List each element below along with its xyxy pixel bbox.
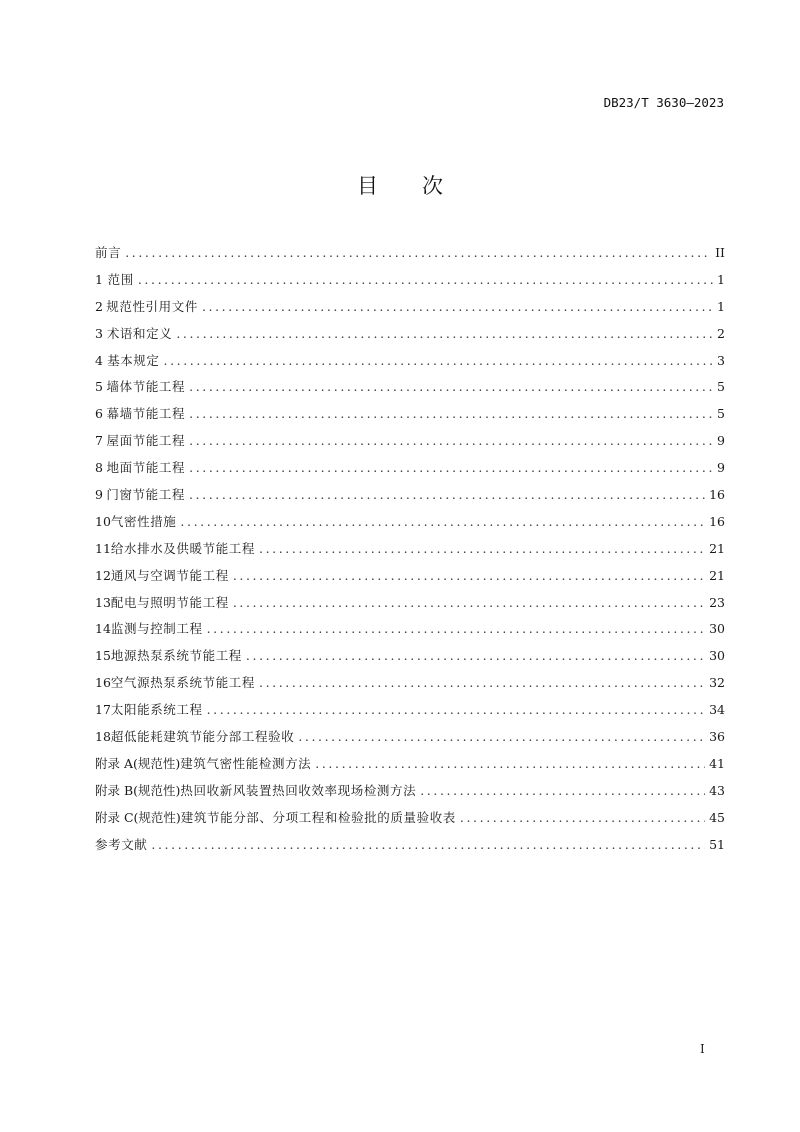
- toc-label: 墙体节能工程: [106, 379, 186, 395]
- toc-entry-8[interactable]: [95, 455, 725, 482]
- appendix-prefix: 附录 B(规范性): [95, 782, 181, 798]
- toc-entry-9[interactable]: [95, 482, 725, 509]
- toc-number: 12: [95, 567, 111, 583]
- dot-leader: [259, 670, 705, 697]
- toc-entry-appendix-a[interactable]: [95, 751, 725, 778]
- toc-page-number: 30: [709, 621, 725, 637]
- dot-leader: [246, 643, 705, 670]
- toc-number: 11: [95, 540, 111, 556]
- toc-number: 7: [95, 433, 103, 449]
- toc-page-number: 9: [717, 460, 725, 476]
- dot-leader: [259, 536, 705, 563]
- dot-leader: [176, 321, 713, 348]
- dot-leader: [233, 590, 705, 617]
- toc-label: 地面节能工程: [106, 460, 186, 476]
- toc-label: 建筑节能分部、分项工程和检验批的质量验收表: [180, 809, 456, 825]
- toc-page-number: 1: [717, 271, 725, 287]
- toc-page-number: 45: [709, 809, 725, 825]
- toc-label: 前言: [95, 245, 122, 260]
- dot-leader: [180, 509, 705, 536]
- toc-number: 18: [95, 729, 111, 745]
- toc-label: 幕墙节能工程: [106, 406, 186, 422]
- dot-leader: [202, 294, 713, 321]
- toc-entry-10[interactable]: [95, 509, 725, 536]
- page-number: I: [700, 1042, 705, 1056]
- dot-leader: [189, 428, 713, 455]
- toc-label: 地源热泵系统节能工程: [110, 648, 242, 664]
- dot-leader: [189, 374, 713, 401]
- page-title: [0, 170, 800, 200]
- toc-number: 3: [95, 325, 103, 341]
- toc-page-number: 5: [717, 406, 725, 422]
- dot-leader: [151, 832, 705, 859]
- toc-page-number: 23: [709, 594, 725, 610]
- toc-label: 给水排水及供暖节能工程: [110, 540, 256, 556]
- toc-number: 14: [95, 621, 111, 637]
- toc-number: 2: [95, 298, 103, 314]
- toc-page-number: 32: [709, 675, 725, 691]
- dot-leader: [207, 616, 705, 643]
- appendix-prefix: 附录 A(规范性): [95, 755, 181, 771]
- toc-entry-15[interactable]: [95, 643, 725, 670]
- toc-entry-14[interactable]: [95, 616, 725, 643]
- toc-number: 13: [95, 594, 111, 610]
- toc-entry-13[interactable]: [95, 590, 725, 617]
- toc-page-number: 30: [709, 648, 725, 664]
- toc-entry-2[interactable]: [95, 294, 725, 321]
- toc-label: 术语和定义: [106, 325, 173, 341]
- toc-entry-6[interactable]: [95, 401, 725, 428]
- toc-number: 5: [95, 379, 103, 395]
- toc-number: 1: [95, 271, 103, 287]
- toc-page-number: 1: [717, 298, 725, 314]
- dot-leader: [315, 751, 705, 778]
- title-char-1: 目: [357, 174, 378, 198]
- dot-leader: [189, 401, 713, 428]
- toc-label: 配电与照明节能工程: [110, 594, 229, 610]
- toc-page-number: II: [715, 245, 725, 260]
- toc-entry-17[interactable]: [95, 697, 725, 724]
- toc-entry-5[interactable]: [95, 374, 725, 401]
- toc-entry-appendix-b[interactable]: [95, 778, 725, 805]
- toc-entry-11[interactable]: [95, 536, 725, 563]
- toc-label: 太阳能系统工程: [110, 702, 203, 718]
- dot-leader: [207, 697, 705, 724]
- toc-page-number: 41: [709, 755, 725, 771]
- toc-number: 10: [95, 513, 111, 529]
- toc-entry-preface[interactable]: [95, 240, 725, 267]
- toc-page-number: 16: [709, 487, 725, 503]
- toc-label: 参考文献: [95, 836, 148, 852]
- toc-page-number: 43: [709, 782, 725, 798]
- toc-label: 门窗节能工程: [106, 487, 185, 503]
- toc-page-number: 51: [709, 836, 725, 852]
- dot-leader: [298, 724, 705, 751]
- toc-label: 空气源热泵系统节能工程: [110, 675, 256, 691]
- toc-page-number: 16: [709, 513, 725, 529]
- dot-leader: [125, 240, 711, 267]
- toc-entry-1[interactable]: [95, 267, 725, 294]
- toc-entry-7[interactable]: [95, 428, 725, 455]
- toc-page-number: 21: [709, 540, 725, 556]
- dot-leader: [460, 805, 705, 832]
- title-char-2: 次: [422, 174, 443, 198]
- toc-number: 4: [95, 352, 103, 368]
- toc-number: 6: [95, 406, 103, 422]
- toc-label: 监测与控制工程: [110, 621, 203, 637]
- toc-page-number: 9: [717, 433, 725, 449]
- table-of-contents: [95, 240, 725, 858]
- toc-label: 热回收新风装置热回收效率现场检测方法: [180, 782, 417, 798]
- toc-page-number: 5: [717, 379, 725, 395]
- toc-page-number: 2: [717, 325, 725, 341]
- toc-label: 超低能耗建筑节能分部工程验收: [110, 729, 295, 745]
- toc-entry-16[interactable]: [95, 670, 725, 697]
- toc-entry-appendix-c[interactable]: [95, 805, 725, 832]
- dot-leader: [420, 778, 705, 805]
- document-code: DB23/T 3630—2023: [603, 95, 724, 110]
- toc-label: 规范性引用文件: [106, 298, 198, 314]
- toc-label: 基本规定: [107, 352, 160, 368]
- toc-number: 9: [95, 487, 103, 503]
- toc-label: 通风与空调节能工程: [110, 567, 229, 583]
- toc-entry-12[interactable]: [95, 563, 725, 590]
- toc-number: 16: [95, 675, 111, 691]
- dot-leader: [189, 482, 705, 509]
- dot-leader: [164, 348, 714, 375]
- toc-label: 范围: [107, 271, 134, 287]
- dot-leader: [138, 267, 713, 294]
- toc-number: 15: [95, 648, 111, 664]
- toc-page-number: 36: [709, 729, 725, 745]
- toc-label: 气密性措施: [110, 513, 177, 529]
- toc-entry-4[interactable]: [95, 348, 725, 375]
- toc-number: 8: [95, 460, 103, 476]
- dot-leader: [233, 563, 705, 590]
- toc-page-number: 34: [709, 702, 725, 718]
- appendix-prefix: 附录 C(规范性): [95, 809, 181, 825]
- toc-page-number: 21: [709, 567, 725, 583]
- toc-entry-18[interactable]: [95, 724, 725, 751]
- dot-leader: [189, 455, 713, 482]
- toc-number: 17: [95, 702, 111, 718]
- toc-page-number: 3: [717, 352, 725, 368]
- toc-label: 屋面节能工程: [106, 433, 186, 449]
- toc-entry-references[interactable]: [95, 832, 725, 859]
- toc-entry-3[interactable]: [95, 321, 725, 348]
- toc-label: 建筑气密性能检测方法: [180, 755, 312, 771]
